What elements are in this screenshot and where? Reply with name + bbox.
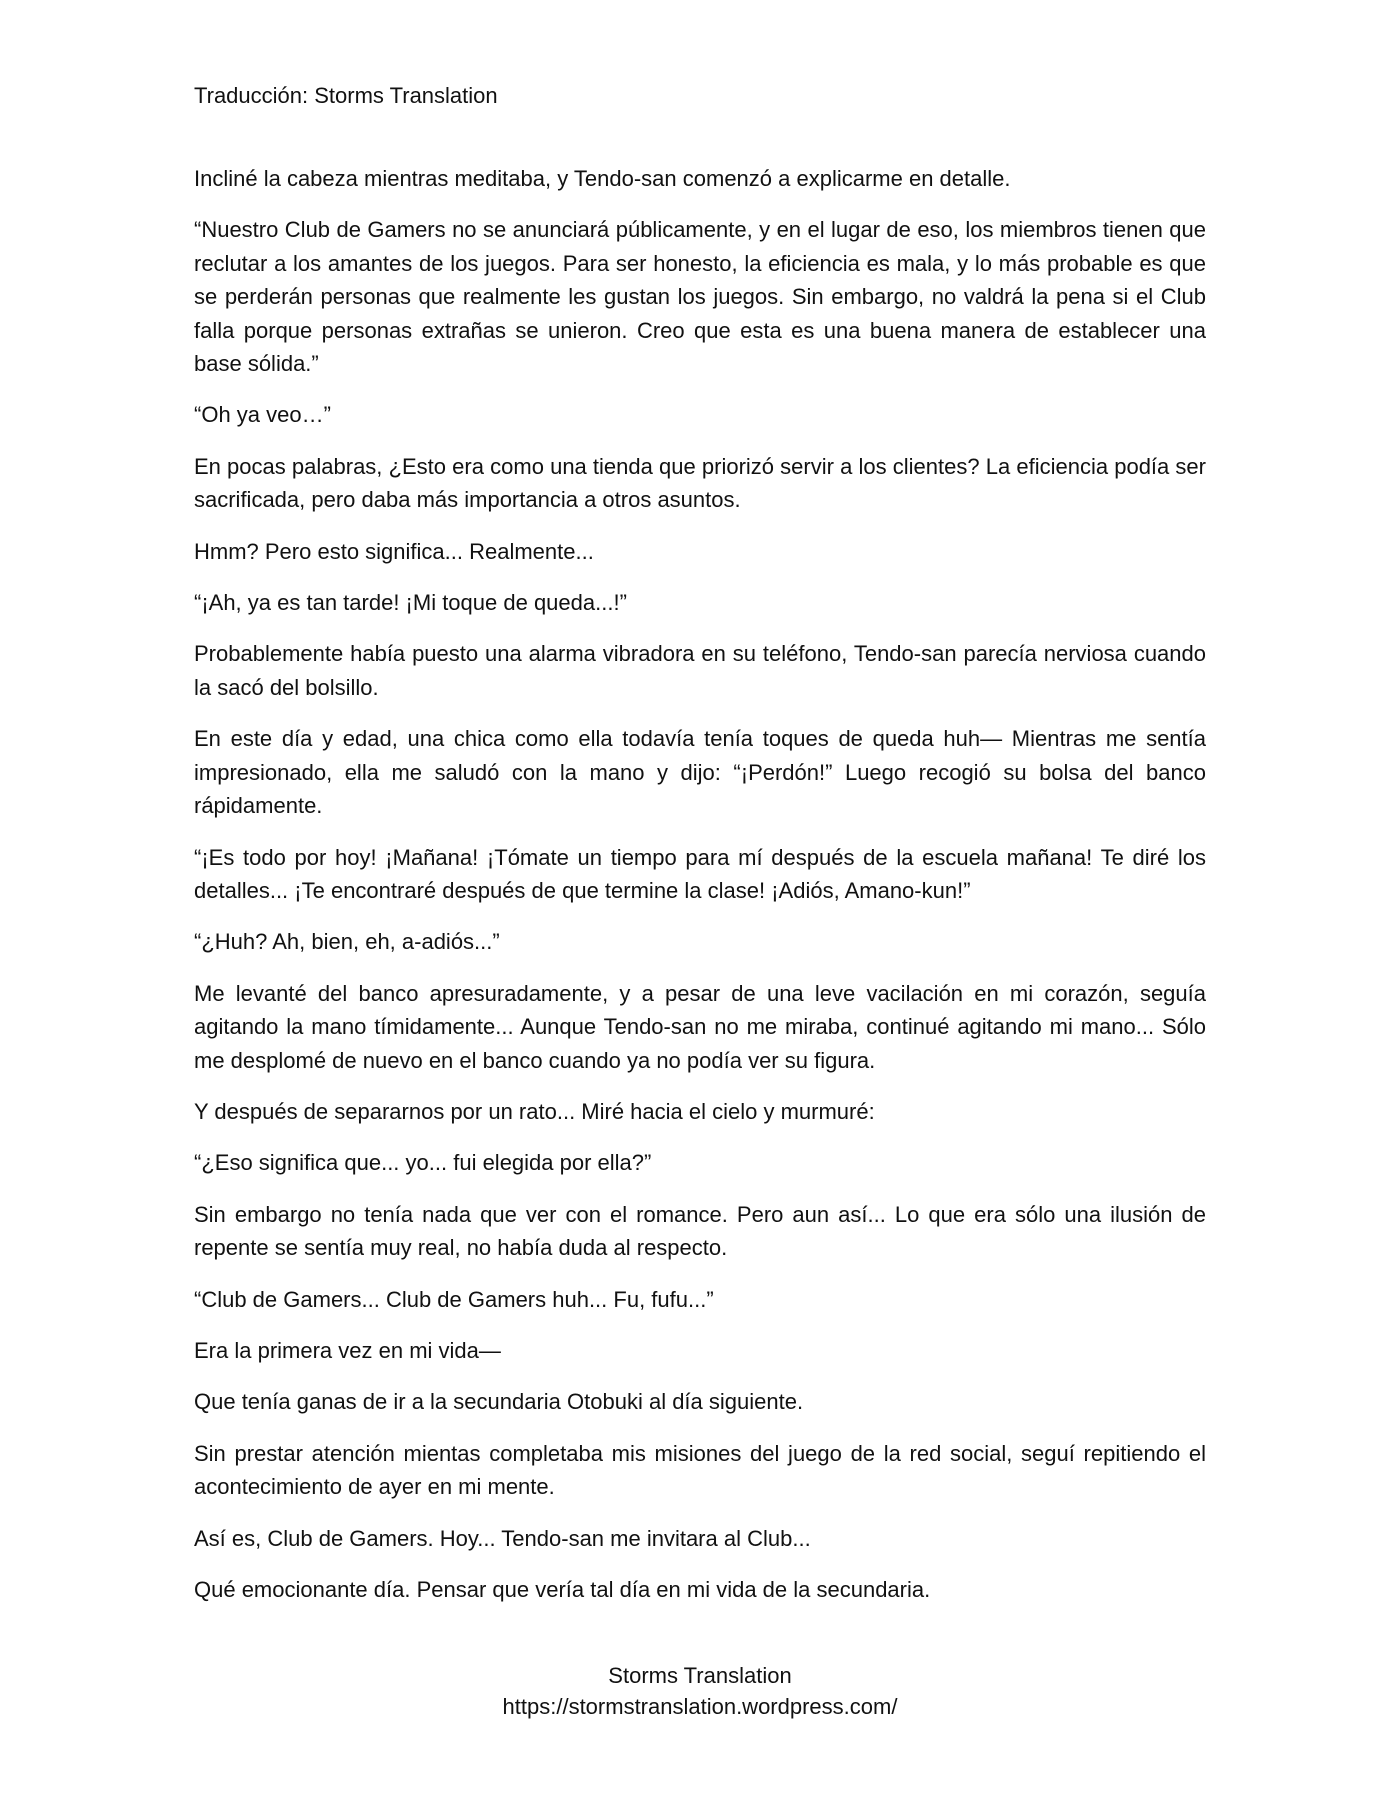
paragraph: “Oh ya veo…” [194, 402, 331, 428]
footer [0, 1660, 1400, 1722]
paragraph: “Club de Gamers... Club de Gamers huh... Fu, fufu...” [194, 1286, 714, 1312]
paragraph: Incliné la cabeza mientras meditaba, y Tendo-san comenzó a explicarme en detalle. [194, 166, 1011, 191]
paragraph: Me levanté del banco apresuradamente, y a pesar de una leve vacilación en mi corazón, seguía agitando la mano tímidamente... Aunque Tendo-san no me miraba, continué agitando mi mano... Sólo me desplomé de nuevo en el banco cuando ya no podía ver su figura. [194, 980, 1206, 1073]
paragraph: Probablemente había puesto una alarma vibradora en su teléfono, Tendo-san parecía nerviosa cuando la sacó del bolsillo. [194, 641, 1206, 700]
body-text [194, 162, 1206, 1624]
paragraph: Así es, Club de Gamers. Hoy... Tendo-san me invitara al Club... [194, 1525, 811, 1551]
paragraph: “¿Huh? Ah, bien, eh, a-adiós...” [194, 929, 500, 955]
paragraph: Era la primera vez en mi vida— [194, 1337, 501, 1363]
paragraph: Y después de separarnos por un rato... Miré hacia el cielo y murmuré: [194, 1098, 875, 1124]
footer-name: Storms Translation [608, 1663, 792, 1688]
paragraph: En este día y edad, una chica como ella todavía tenía toques de queda huh— Mientras me sentía impresionado, ella me saludó con la mano y dijo: “¡Perdón!” Luego recogió su bolsa del banco rápidamente. [194, 726, 1206, 819]
paragraph: “¡Ah, ya es tan tarde! ¡Mi toque de queda...!” [194, 590, 627, 616]
paragraph: “¿Eso significa que... yo... fui elegida por ella?” [194, 1150, 652, 1176]
translation-credit: Traducción: Storms Translation [194, 83, 498, 108]
paragraph: Sin embargo no tenía nada que ver con el romance. Pero aun así... Lo que era sólo una ilusión de repente se sentía muy real, no había duda al respecto. [194, 1201, 1206, 1261]
paragraph: En pocas palabras, ¿Esto era como una tienda que priorizó servir a los clientes? La eficiencia podía ser sacrificada, pero daba más importancia a otros asuntos. [194, 453, 1206, 513]
paragraph: Sin prestar atención mientas completaba mis misiones del juego de la red social, seguí repitiendo el acontecimiento de ayer en mi mente. [194, 1440, 1206, 1500]
paragraph: “¡Es todo por hoy! ¡Mañana! ¡Tómate un tiempo para mí después de la escuela mañana! Te diré los detalles... ¡Te encontraré después de que termine la clase! ¡Adiós, Amano-kun!” [194, 844, 1206, 903]
paragraph: Qué emocionante día. Pensar que vería tal día en mi vida de la secundaria. [194, 1577, 931, 1602]
footer-url[interactable]: https://stormstranslation.wordpress.com/ [502, 1694, 898, 1719]
paragraph: Hmm? Pero esto significa... Realmente... [194, 538, 594, 564]
paragraph: “Nuestro Club de Gamers no se anunciará públicamente, y en el lugar de eso, los miembros tienen que reclutar a los amantes de los juegos. Para ser honesto, la eficiencia es mala, y lo más probable es que se perderán personas que realmente les gustan los juegos. Sin embargo, no valdrá la pena si el Club falla porque personas extrañas se unieron. Creo que esta es una buena manera de establecer una base sólida.” [194, 217, 1206, 377]
paragraph: Que tenía ganas de ir a la secundaria Otobuki al día siguiente. [194, 1389, 804, 1415]
